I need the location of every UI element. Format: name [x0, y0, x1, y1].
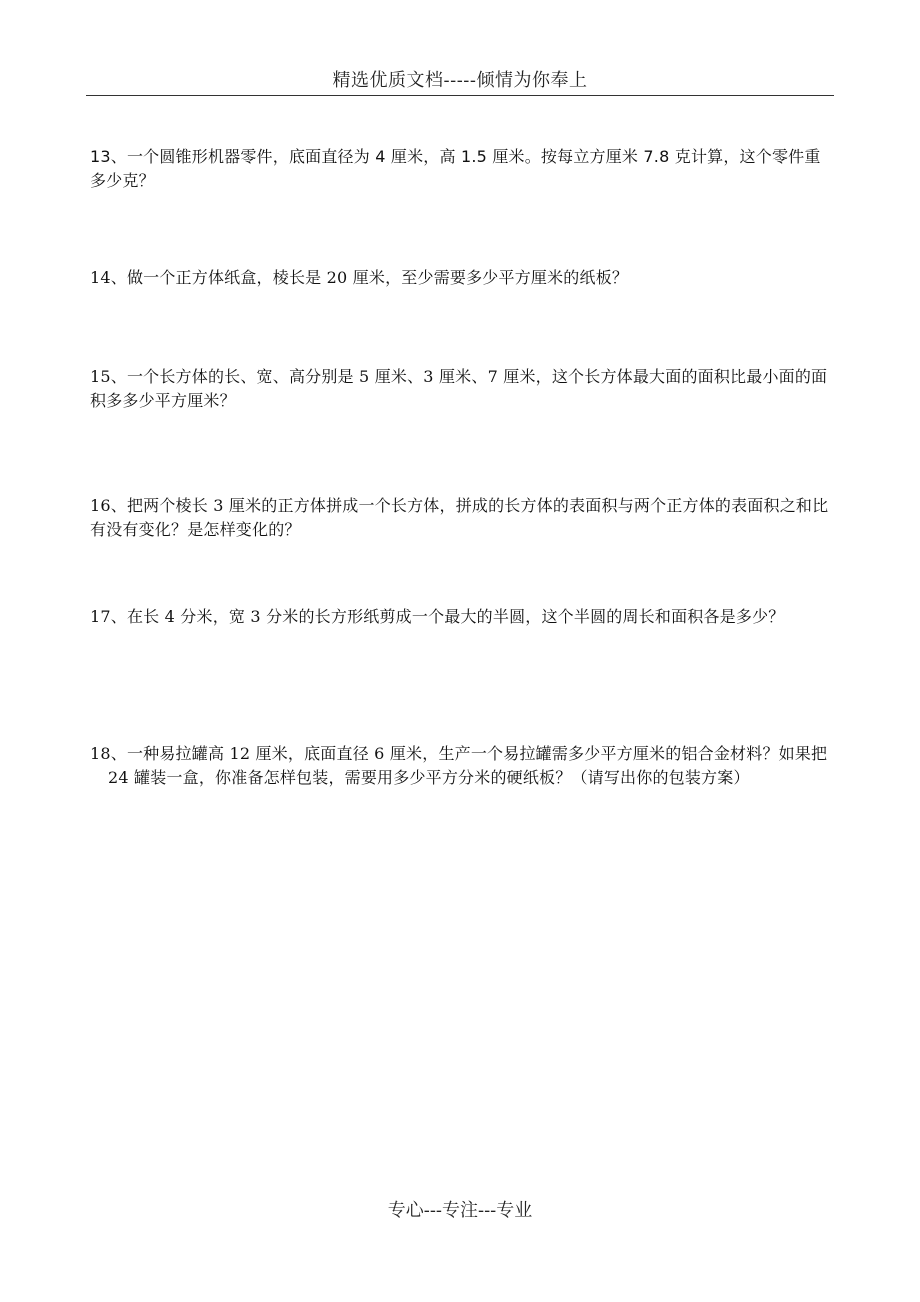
- question-17: 17、在长 4 分米，宽 3 分米的长方形纸剪成一个最大的半圆，这个半圆的周长和面积各是多少？: [90, 607, 785, 626]
- question-15: 15、一个长方体的长、宽、高分别是 5 厘米、3 厘米、7 厘米，这个长方体最大面的面积比最小面的面积多多少平方厘米？: [90, 367, 828, 410]
- question-14: 14、做一个正方体纸盒，棱长是 20 厘米，至少需要多少平方厘米的纸板？: [90, 268, 629, 287]
- page-header-title: 精选优质文档-----倾情为你奉上: [332, 70, 588, 91]
- question-13: 13、一个圆锥形机器零件，底面直径为 4 厘米，高 1.5 厘米。按每立方厘米 7.8 克计算，这个零件重多少克？: [90, 147, 821, 190]
- header-divider: [86, 95, 834, 96]
- page-footer: 专心---专注---专业: [387, 1200, 533, 1221]
- question-16: 16、把两个棱长 3 厘米的正方体拼成一个长方体，拼成的长方体的表面积与两个正方体的表面积之和比有没有变化？是怎样变化的？: [90, 496, 829, 539]
- question-18: 18、一种易拉罐高 12 厘米，底面直径 6 厘米，生产一个易拉罐需多少平方厘米的铝合金材料？如果把 24 罐装一盒，你准备怎样包装，需要用多少平方分米的硬纸板？（请写出你的包装方案）: [90, 744, 828, 787]
